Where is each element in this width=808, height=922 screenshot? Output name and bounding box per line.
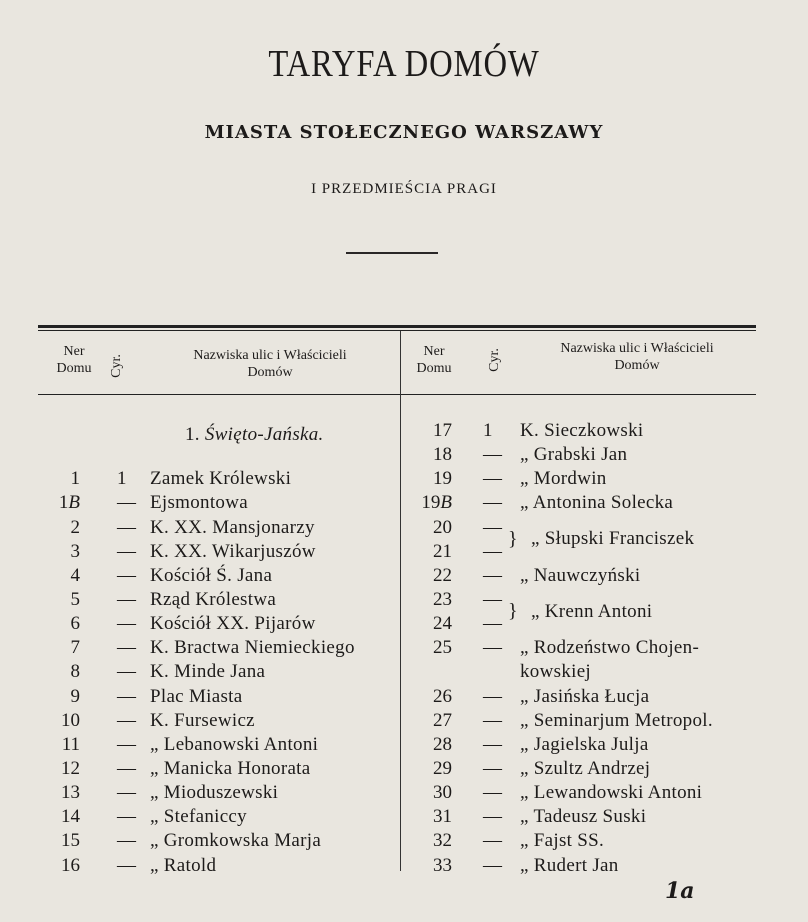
owner-name: K. Fursewicz bbox=[150, 709, 255, 731]
cyr-number: — bbox=[117, 540, 136, 562]
cyr-number: — bbox=[117, 733, 136, 755]
house-number: 24 bbox=[433, 613, 452, 635]
header-ner-left bbox=[48, 343, 100, 377]
table-row bbox=[20, 710, 400, 734]
bracket-20-21-text: „ Słupski Franciszek bbox=[531, 528, 695, 549]
owner-name: „ Szultz Andrzej bbox=[520, 757, 651, 779]
house-number: 25 bbox=[433, 637, 452, 659]
table-header-rule bbox=[38, 394, 756, 395]
header-names-right bbox=[512, 340, 762, 374]
owner-name: K. Sieczkowski bbox=[520, 420, 644, 441]
header-names-line2: Domów bbox=[614, 358, 660, 373]
house-number: 21 bbox=[433, 540, 452, 562]
owner-name: Zamek Królewski bbox=[150, 468, 292, 490]
cyr-number: — bbox=[483, 806, 502, 828]
cyr-number: — bbox=[117, 564, 136, 586]
owner-name: „ Jagielska Julja bbox=[520, 733, 649, 755]
house-number: 26 bbox=[433, 685, 452, 707]
table-row bbox=[20, 855, 400, 879]
owner-name: Kościół Ś. Jana bbox=[150, 564, 273, 586]
cyr-number: — bbox=[483, 588, 502, 610]
house-number: 5 bbox=[70, 588, 80, 610]
house-number: 33 bbox=[433, 854, 452, 876]
table-row bbox=[400, 492, 770, 516]
cyr-number: — bbox=[483, 516, 502, 538]
house-number: 19 bbox=[433, 468, 452, 490]
table-row bbox=[20, 686, 400, 710]
table-row bbox=[400, 758, 770, 782]
cyr-number: — bbox=[117, 613, 136, 635]
table-row bbox=[20, 806, 400, 830]
right-column bbox=[400, 420, 770, 879]
house-number: 12 bbox=[61, 757, 80, 779]
owner-name: „ Gromkowska Marja bbox=[150, 830, 322, 852]
cyr-number: — bbox=[117, 685, 136, 707]
cyr-number: — bbox=[483, 733, 502, 755]
owner-name: „ Lebanowski Antoni bbox=[150, 733, 319, 755]
owner-name: „ Nauwczyński bbox=[520, 564, 641, 586]
owner-name: „ Antonina Solecka bbox=[520, 492, 674, 514]
cyr-number: — bbox=[117, 854, 136, 876]
house-number: 15 bbox=[61, 830, 80, 852]
house-number: 16 bbox=[61, 854, 80, 876]
cyr-number: — bbox=[117, 516, 136, 538]
cyr-number: — bbox=[483, 637, 502, 659]
header-names-line2: Domów bbox=[247, 365, 293, 380]
house-number: 6 bbox=[70, 613, 80, 635]
house-number: 2 bbox=[70, 516, 80, 538]
owner-name: „ Stefaniccy bbox=[150, 806, 247, 828]
right-rows bbox=[400, 420, 770, 879]
house-number: 20 bbox=[433, 516, 452, 538]
house-number: 22 bbox=[433, 564, 452, 586]
table-row bbox=[20, 637, 400, 661]
table-row bbox=[20, 420, 400, 444]
house-number: 11 bbox=[61, 733, 80, 755]
owner-name: „ Jasińska Łucja bbox=[520, 685, 650, 707]
table-row bbox=[20, 661, 400, 685]
table-row bbox=[20, 492, 400, 516]
table-row bbox=[20, 782, 400, 806]
house-number: 1B bbox=[58, 492, 80, 514]
table-row bbox=[400, 782, 770, 806]
house-number: 30 bbox=[433, 782, 452, 804]
header-names-line1: Nazwiska ulic i Właścicieli bbox=[560, 341, 714, 356]
house-number: 14 bbox=[61, 806, 80, 828]
house-number: 27 bbox=[433, 709, 452, 731]
owner-name: K. XX. Wikarjuszów bbox=[150, 540, 316, 562]
table-row bbox=[20, 541, 400, 565]
table-row bbox=[20, 444, 400, 468]
table-row bbox=[20, 589, 400, 613]
header-cyr-right: Cyr. bbox=[486, 348, 502, 372]
owner-name: „ Grabski Jan bbox=[520, 444, 628, 466]
page-subtitle-secondary: I PRZEDMIEŚCIA PRAGI bbox=[311, 181, 497, 197]
house-number: 1 bbox=[70, 468, 80, 490]
house-number: 8 bbox=[70, 661, 80, 683]
cyr-number: — bbox=[483, 757, 502, 779]
header-ner-right bbox=[408, 343, 460, 377]
owner-name: „ Ratold bbox=[150, 854, 217, 876]
cyr-number: 1 bbox=[483, 420, 493, 441]
cyr-number: — bbox=[483, 492, 502, 514]
header-domu-label: Domu bbox=[56, 361, 92, 376]
house-number: 32 bbox=[433, 830, 452, 852]
house-number: 18 bbox=[433, 444, 452, 466]
house-number: 19B bbox=[421, 492, 452, 514]
page-subtitle: MIASTA STOŁECZNEGO WARSZAWY bbox=[204, 122, 604, 143]
cyr-number: — bbox=[483, 709, 502, 731]
cyr-number: — bbox=[483, 564, 502, 586]
table-row bbox=[400, 565, 770, 589]
bracket-20-21-mark: } bbox=[508, 528, 518, 550]
cyr-number: — bbox=[483, 468, 502, 490]
owner-name: „ Mordwin bbox=[520, 468, 607, 490]
cyr-number: — bbox=[483, 613, 502, 635]
owner-name: „ Manicka Honorata bbox=[150, 757, 311, 779]
street-name: Święto-Jańska. bbox=[204, 424, 324, 445]
left-column bbox=[20, 420, 400, 879]
owner-name: „ Seminarjum Metropol. bbox=[520, 709, 713, 731]
table-row bbox=[400, 734, 770, 758]
table-row bbox=[20, 613, 400, 637]
bracket-23-24-text: „ Krenn Antoni bbox=[531, 601, 653, 622]
house-number: 17 bbox=[433, 420, 452, 441]
owner-name: Ejsmontowa bbox=[150, 492, 248, 514]
table-row bbox=[20, 565, 400, 589]
owner-name: Plac Miasta bbox=[150, 685, 243, 707]
cyr-number: — bbox=[117, 709, 136, 731]
owner-name: „ Lewandowski Antoni bbox=[520, 782, 703, 804]
owner-name: K. XX. Mansjonarzy bbox=[150, 516, 315, 538]
owner-name: „ Rodzeństwo Chojen- bbox=[520, 637, 700, 659]
header-names-line1: Nazwiska ulic i Właścicieli bbox=[193, 348, 347, 363]
cyr-number: — bbox=[117, 830, 136, 852]
cyr-number: — bbox=[483, 444, 502, 466]
owner-name: „ Rudert Jan bbox=[520, 854, 619, 876]
table-row bbox=[400, 710, 770, 734]
house-number: 13 bbox=[61, 782, 80, 804]
cyr-number: — bbox=[483, 685, 502, 707]
owner-name: „ Fajst SS. bbox=[520, 830, 605, 852]
owner-name: Kościół XX. Pijarów bbox=[150, 613, 316, 635]
cyr-number: — bbox=[117, 806, 136, 828]
house-number: 10 bbox=[61, 709, 80, 731]
table-row bbox=[20, 758, 400, 782]
cyr-number: — bbox=[117, 588, 136, 610]
cyr-number: — bbox=[117, 782, 136, 804]
header-domu-label: Domu bbox=[416, 361, 452, 376]
table-row bbox=[20, 830, 400, 854]
owner-name: K. Bractwa Niemieckiego bbox=[150, 637, 355, 659]
page-title: TARYFA DOMÓW bbox=[268, 43, 540, 85]
table-row bbox=[20, 517, 400, 541]
house-number: 23 bbox=[433, 588, 452, 610]
table-row bbox=[400, 444, 770, 468]
cyr-number: — bbox=[483, 782, 502, 804]
cyr-number: — bbox=[117, 492, 136, 514]
header-cyr-left: Cyr. bbox=[108, 354, 124, 378]
cyr-number: — bbox=[117, 661, 136, 683]
house-number: 7 bbox=[70, 637, 80, 659]
cyr-number: — bbox=[117, 637, 136, 659]
cyr-number: — bbox=[483, 830, 502, 852]
cyr-number: — bbox=[483, 854, 502, 876]
owner-name: Rząd Królestwa bbox=[150, 588, 277, 610]
decorative-rule bbox=[346, 252, 438, 254]
table-row bbox=[400, 855, 770, 879]
owner-name: „ Mioduszewski bbox=[150, 782, 279, 804]
house-number: 9 bbox=[70, 685, 80, 707]
house-number: 28 bbox=[433, 733, 452, 755]
cyr-number: — bbox=[117, 757, 136, 779]
table-row bbox=[400, 468, 770, 492]
page-number: 1a bbox=[665, 878, 695, 904]
table-row bbox=[20, 734, 400, 758]
header-ner-label: Ner bbox=[63, 344, 85, 359]
table-top-rule-thin bbox=[38, 330, 756, 331]
owner-name: K. Minde Jana bbox=[150, 661, 266, 683]
table-row bbox=[400, 830, 770, 854]
table-row bbox=[400, 420, 770, 444]
table-row bbox=[400, 661, 770, 685]
table-row bbox=[400, 686, 770, 710]
house-number: 4 bbox=[70, 564, 80, 586]
header-names-left bbox=[140, 347, 400, 381]
bracket-23-24-mark: } bbox=[508, 600, 518, 622]
owner-name: „ Tadeusz Suski bbox=[520, 806, 647, 828]
left-rows bbox=[20, 420, 400, 879]
table-row bbox=[20, 468, 400, 492]
table-row bbox=[400, 637, 770, 661]
house-number: 29 bbox=[433, 757, 452, 779]
header-ner-label: Ner bbox=[423, 344, 445, 359]
cyr-number: — bbox=[483, 540, 502, 562]
house-number: 3 bbox=[70, 540, 80, 562]
owner-name: kowskiej bbox=[520, 661, 592, 683]
house-number: 31 bbox=[433, 806, 452, 828]
table-row bbox=[400, 806, 770, 830]
cyr-number: 1 bbox=[117, 468, 127, 490]
table-top-rule bbox=[38, 325, 756, 328]
street-number: 1. bbox=[185, 424, 205, 445]
